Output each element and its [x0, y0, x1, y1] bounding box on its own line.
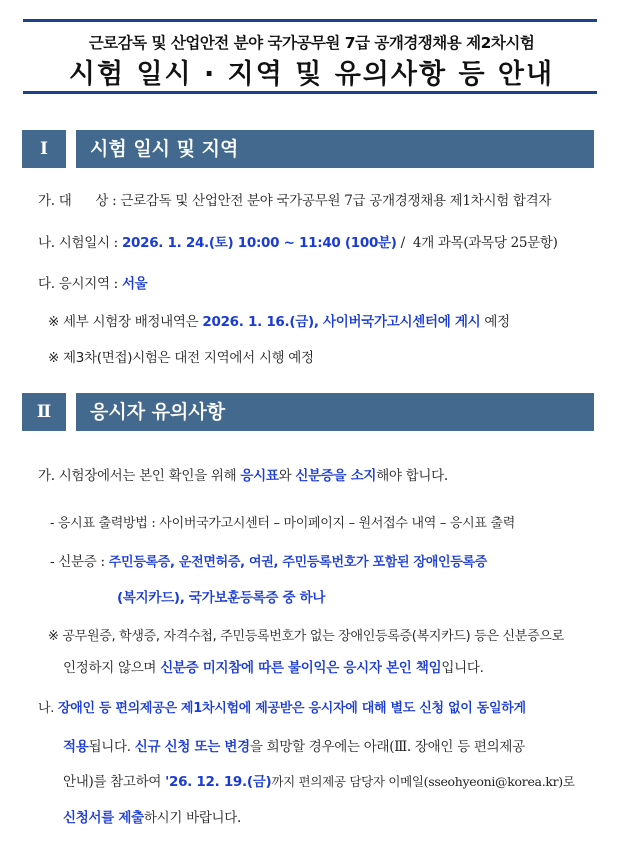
section-2-number: Ⅱ [22, 393, 66, 431]
item-b-line-2 [63, 735, 525, 755]
id-list-part-2: (복지카드), 국가보훈등록증 중 하나 [117, 590, 326, 606]
item-a-admission-ticket: 응시표 [240, 468, 279, 484]
region-line [38, 272, 147, 292]
target-value: 근로감독 및 산업안전 분야 국가공무원 7급 공개경쟁채용 제1차시험 합격자 [120, 193, 552, 209]
venue-note-highlight: 2026. 1. 16.(금), 사이버국가고시센터에 게시 [202, 314, 481, 330]
id-note-post: 입니다. [441, 660, 484, 676]
id-label: - 신분증 : [50, 554, 105, 570]
item-b-applied: 됩니다. [88, 739, 131, 755]
id-list-part-1: 주민등록증, 운전면허증, 여권, 주민등록번호가 포함된 장애인등록증 [108, 555, 487, 570]
item-a-and: 와 [278, 468, 292, 484]
item-b-line-2-post: 을 희망할 경우에는 아래(Ⅲ. 장애인 등 편의제공 [249, 739, 525, 755]
document-title: 시험 일시 · 지역 및 유의사항 등 안내 [68, 59, 555, 90]
date-label: 나. 시험일시 : [38, 235, 118, 251]
venue-note-pre: ※ 세부 시험장 배정내역은 [48, 314, 199, 330]
item-b-submit: 신청서를 제출 [63, 810, 144, 826]
region-value: 서울 [121, 276, 148, 292]
item-b-new-request: 신규 신청 또는 변경 [134, 739, 250, 755]
date-value: 2026. 1. 24.(토) 10:00 ~ 11:40 (100분) [121, 235, 397, 251]
date-line [38, 231, 558, 251]
item-b-highlight-1: 장애인 등 편의제공은 제1차시험에 제공받은 응시자에 대해 별도 신청 없이 동일하게 [57, 701, 526, 716]
item-b-line-4 [63, 806, 241, 826]
item-b-line-3-post: 까지 편의제공 담당자 이메일(sseohyeoni@korea.kr)로 [271, 774, 575, 789]
venue-note [48, 310, 510, 330]
interview-note: ※ 제3차(면접)시험은 대전 지역에서 시행 예정 [48, 350, 314, 366]
target-label: 가. 대 상 : [38, 193, 117, 209]
item-a-line [38, 464, 448, 484]
item-b-marker: 나. [38, 701, 55, 716]
id-line-1 [50, 550, 487, 570]
item-b-line-1 [38, 697, 526, 716]
date-rest: / 4개 과목(과목당 25문항) [396, 235, 558, 251]
item-b-line-3-pre: 안내)를 참고하여 [63, 774, 162, 790]
section-2-title: 응시자 유의사항 [76, 393, 594, 431]
item-b-deadline: '26. 12. 19.(금) [165, 774, 272, 790]
document-subtitle: 근로감독 및 산업안전 분야 국가공무원 7급 공개경쟁채용 제2차시험 [88, 34, 535, 52]
item-b-line-4-post: 하시기 바랍니다. [143, 810, 242, 826]
target-line [38, 189, 551, 209]
item-b-apply: 적용 [63, 739, 89, 755]
print-method-line: - 응시표 출력방법 : 사이버국가고시센터 – 마이페이지 – 원서접수 내역 – 응시표 출력 [50, 516, 516, 531]
venue-note-post: 예정 [484, 314, 510, 330]
item-a-post: 해야 합니다. [376, 468, 448, 484]
item-b-line-3 [63, 770, 575, 790]
id-note-line-2 [63, 656, 484, 676]
section-1-title: 시험 일시 및 지역 [76, 130, 594, 168]
section-1-number: Ⅰ [22, 130, 66, 168]
id-note-pre: 인정하지 않으며 [63, 660, 157, 676]
item-a-pre: 가. 시험장에서는 본인 확인을 위해 [38, 468, 237, 484]
id-note-line-1: ※ 공무원증, 학생증, 자격수첩, 주민등록번호가 없는 장애인등록증(복지카드) 등은 신분증으로 [48, 629, 564, 644]
item-a-id-required: 신분증을 소지 [295, 468, 377, 484]
region-label: 다. 응시지역 : [38, 276, 118, 292]
header-bottom-rule [23, 91, 597, 94]
header-top-rule [23, 19, 597, 22]
id-note-highlight: 신분증 미지참에 따른 불이익은 응시자 본인 책임 [160, 660, 442, 676]
